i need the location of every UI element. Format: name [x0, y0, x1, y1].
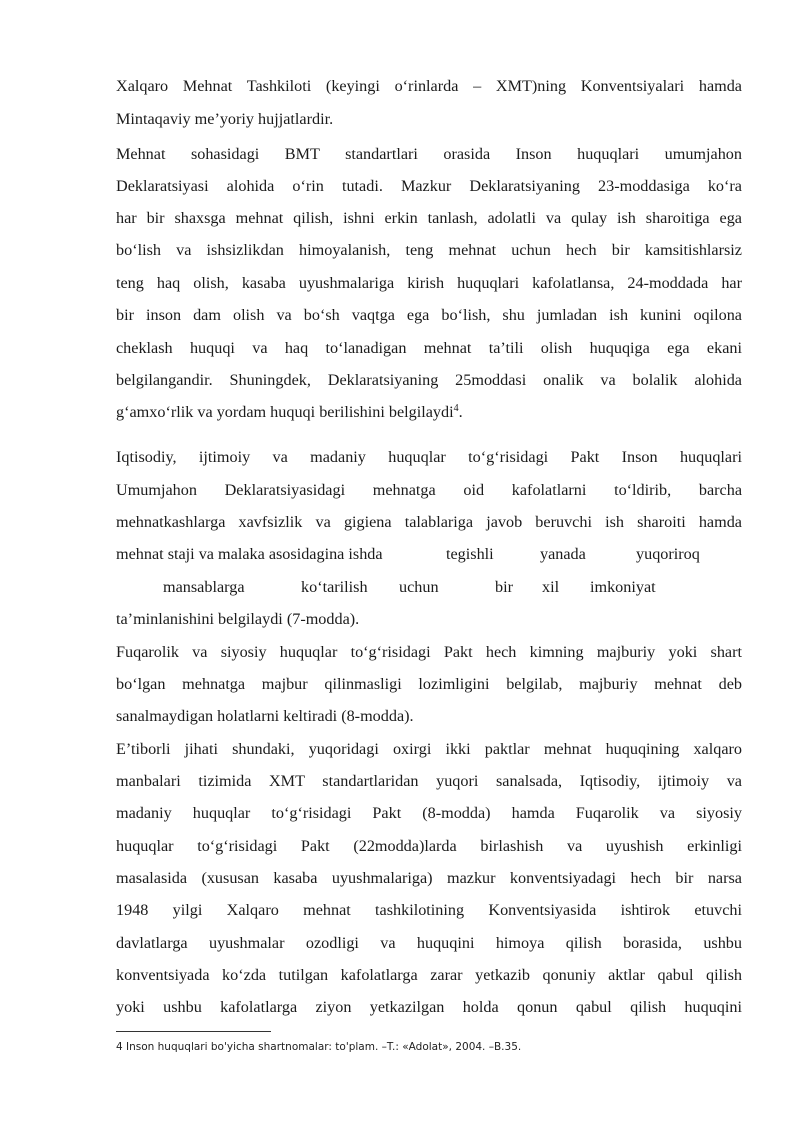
- text-line: har bir shaxsga mehnat qilish, ishni erkin tanlash, adolatli va qulay ish sharoitiga ega: [116, 209, 742, 227]
- text-line: [116, 544, 742, 564]
- text-line: madaniy huquqlar to‘g‘risidagi Pakt (8-modda) hamda Fuqarolik va siyosiy: [116, 804, 742, 822]
- word: bir: [495, 578, 513, 596]
- text-line: sanalmaydigan holatlarni keltiradi (8-modda).: [116, 707, 414, 725]
- text-line: Iqtisodiy, ijtimoiy va madaniy huquqlar to‘g‘risidagi Pakt Inson huquqlari: [116, 448, 742, 466]
- footnote: 4 Inson huquqlari bo'yicha shartnomalar: to'plam. –T.: «Adolat», 2004. –B.35.: [116, 1041, 522, 1053]
- text-line: mehnatkashlarga xavfsizlik va gigiena talablariga javob beruvchi ish sharoiti hamda: [116, 513, 742, 531]
- footnote-divider: [116, 1031, 271, 1032]
- word: tegishli: [446, 545, 494, 563]
- word: ko‘tarilish: [301, 578, 368, 596]
- text-line: Mintaqaviy me’yoriy hujjatlardir.: [116, 110, 334, 128]
- text-line-content: g‘amxo‘rlik va yordam huquqi berilishini belgilaydi: [116, 403, 454, 421]
- text-line: yoki ushbu kafolatlarga ziyon yetkazilgan holda qonun qabul qilish huquqini: [116, 998, 742, 1016]
- text-line: davlatlarga uyushmalar ozodligi va huquqini himoya qilish borasida, ushbu: [116, 934, 742, 952]
- text-line: ta’minlanishini belgilaydi (7-modda).: [116, 610, 360, 628]
- text-line: bir inson dam olish va bo‘sh vaqtga ega bo‘lish, shu jumladan ish kunini oqilona: [116, 306, 742, 324]
- footnote-reference[interactable]: 4: [453, 403, 459, 414]
- word: yanada: [540, 545, 586, 563]
- text-line: bo‘lish va ishsizlikdan himoyalanish, teng mehnat uchun hech bir kamsitishlarsiz: [116, 241, 742, 259]
- text-line: cheklash huquqi va haq to‘lanadigan mehnat ta’tili olish huquqiga ega ekani: [116, 339, 742, 357]
- text-line: 1948 yilgi Xalqaro mehnat tashkilotining Konventsiyasida ishtirok etuvchi: [116, 901, 742, 919]
- word: yuqoriroq: [636, 545, 700, 563]
- text-line: manbalari tizimida XMT standartlaridan yuqori sanalsada, Iqtisodiy, ijtimoiy va: [116, 772, 742, 790]
- text-line: Xalqaro Mehnat Tashkiloti (keyingi o‘rinlarda – XMT)ning Konventsiyalari hamda: [116, 77, 742, 95]
- text-line: Mehnat sohasidagi BMT standartlari orasida Inson huquqlari umumjahon: [116, 145, 742, 163]
- word: imkoniyat: [590, 578, 656, 596]
- text-line-start: mehnat staji va malaka asosidagina ishda: [116, 545, 383, 563]
- word: xil: [542, 578, 560, 596]
- text-line: Umumjahon Deklaratsiyasidagi mehnatga oid kafolatlarni to‘ldirib, barcha: [116, 481, 742, 499]
- text-line: Deklaratsiyasi alohida o‘rin tutadi. Mazkur Deklaratsiyaning 23-moddasiga ko‘ra: [116, 177, 742, 195]
- text-line: belgilangandir. Shuningdek, Deklaratsiyaning 25moddasi onalik va bolalik alohida: [116, 371, 742, 389]
- text-line: g‘amxo‘rlik va yordam huquqi berilishini belgilaydi$^4$.: [116, 403, 463, 421]
- word: uchun: [399, 578, 439, 596]
- text-line: konventsiyada ko‘zda tutilgan kafolatlarga zarar yetkazib qonuniy aktlar qabul qilish: [116, 966, 742, 984]
- text-line: huquqlar to‘g‘risidagi Pakt (22modda)larda birlashish va uyushish erkinligi: [116, 837, 742, 855]
- text-line: E’tiborli jihati shundaki, yuqoridagi oxirgi ikki paktlar mehnat huquqining xalqaro: [116, 740, 742, 758]
- text-line: Fuqarolik va siyosiy huquqlar to‘g‘risidagi Pakt hech kimning majburiy yoki shart: [116, 643, 742, 661]
- text-line: bo‘lgan mehnatga majbur qilinmasligi lozimligini belgilab, majburiy mehnat deb: [116, 675, 742, 693]
- text-line: masalasida (xususan kasaba uyushmalariga) mazkur konventsiyadagi hech bir narsa: [116, 869, 742, 887]
- text-line: teng haq olish, kasaba uyushmalariga kirish huquqlari kafolatlansa, 24-moddada har: [116, 274, 742, 292]
- word: mansablarga: [163, 578, 245, 596]
